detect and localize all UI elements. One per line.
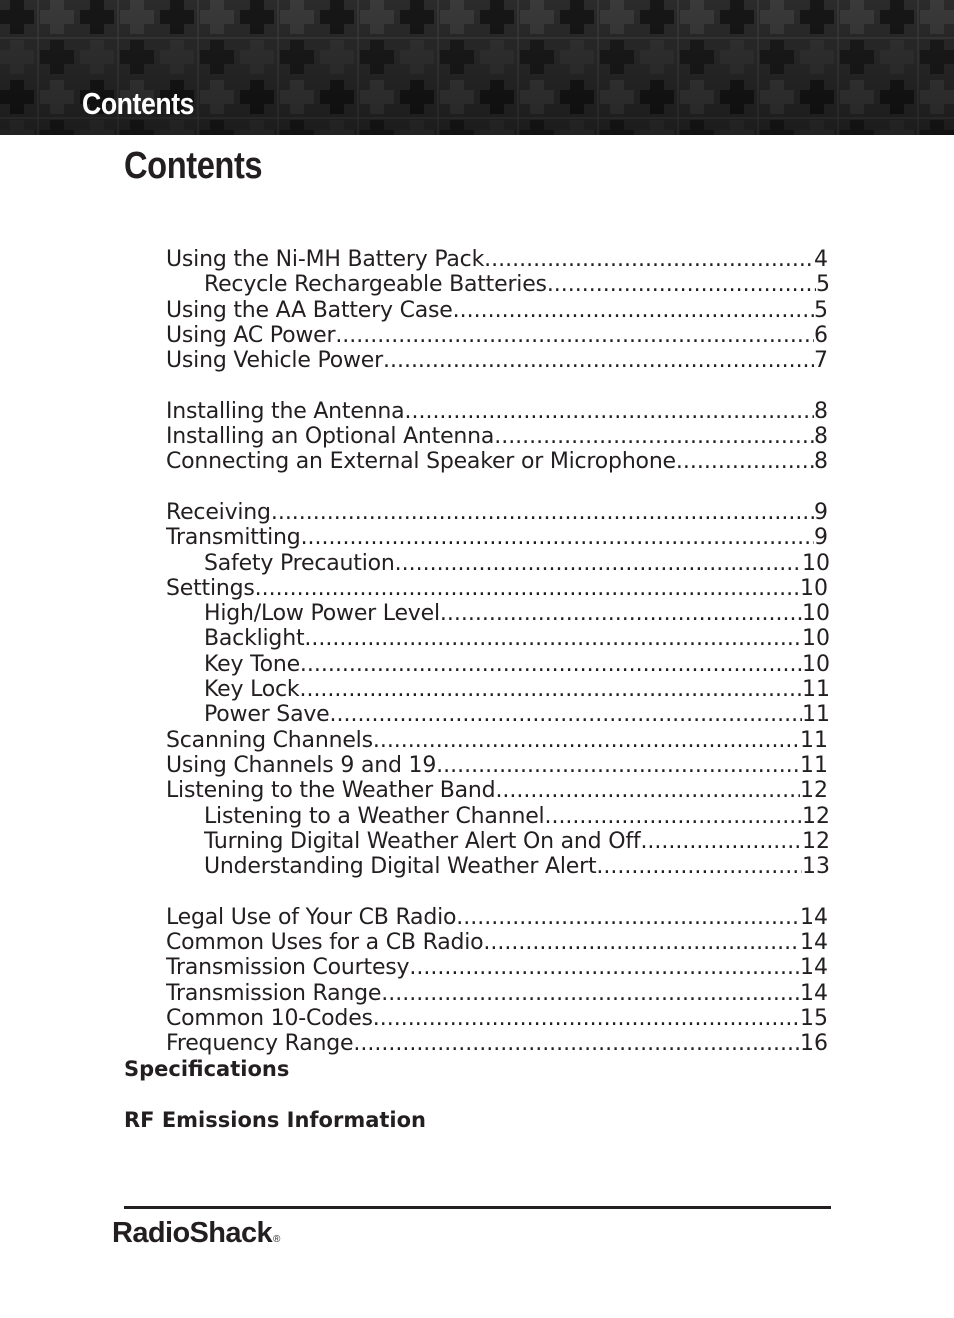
toc-entry-label: Understanding Digital Weather Alert [204,854,597,879]
toc-entry[interactable] [166,955,828,981]
toc-entry[interactable] [166,753,828,779]
toc-entry-label: Receiving [166,500,271,525]
toc-dot-leader [494,424,814,450]
toc-dot-leader [676,449,814,475]
toc-entry[interactable] [204,854,830,880]
toc-entry[interactable] [166,1006,828,1032]
toc-page-number: 11 [800,728,828,753]
toc-dot-leader [381,981,800,1007]
toc-dot-leader [304,626,802,652]
toc-entry-label: Transmission Range [166,981,382,1006]
toc-entry[interactable] [204,272,830,298]
toc-dot-leader [335,323,814,349]
toc-entry-label: Scanning Channels [166,728,373,753]
toc-dot-leader [495,778,800,804]
toc-entry-label: Connecting an External Speaker or Microphone [166,449,676,474]
section-rf-emissions[interactable]: RF Emissions Information [124,1108,426,1132]
toc-page-number: 10 [802,626,830,651]
toc-dot-leader [255,576,800,602]
toc-page-number: 4 [814,247,828,272]
toc-entry-label: Frequency Range [166,1031,354,1056]
toc-entry[interactable] [166,323,828,349]
toc-dot-leader [301,525,814,551]
toc-page-number: 8 [814,399,828,424]
toc-dot-leader [456,905,800,931]
toc-entry[interactable] [204,652,830,678]
toc-page-number: 14 [800,955,828,980]
toc-dot-leader [596,854,802,880]
toc-page-number: 12 [802,829,830,854]
toc-page-number: 11 [802,702,830,727]
toc-page-number: 5 [816,272,830,297]
toc-entry[interactable] [204,626,830,652]
toc-dot-leader [640,829,802,855]
toc-dot-leader [373,1006,800,1032]
toc-dot-leader [299,677,802,703]
toc-entry-label: Transmitting [166,525,301,550]
toc-page-number: 7 [814,348,828,373]
toc-entry-label: Using the AA Battery Case [166,298,453,323]
toc-page-number: 10 [800,576,828,601]
toc-entry-label: Listening to a Weather Channel [204,804,545,829]
toc-page-number: 14 [800,981,828,1006]
toc-page-number: 9 [814,525,828,550]
toc-dot-leader [453,298,814,324]
toc-page-number: 15 [800,1006,828,1031]
toc-dot-leader [353,1031,800,1057]
toc-entry[interactable] [204,677,830,703]
toc-dot-leader [436,753,800,779]
toc-entry-label: Common Uses for a CB Radio [166,930,484,955]
toc-entry[interactable] [204,601,830,627]
toc-entry[interactable] [166,905,828,931]
toc-entry[interactable] [204,829,830,855]
toc-dot-leader [330,702,802,728]
toc-dot-leader [395,551,802,577]
toc-dot-leader [383,348,814,374]
toc-dot-leader [300,652,802,678]
toc-entry[interactable] [166,399,828,425]
toc-entry-label: Backlight [204,626,305,651]
toc-page-number: 6 [814,323,828,348]
toc-entry-label: Key Lock [204,677,300,702]
toc-page-number: 10 [802,551,830,576]
toc-entry-label: Installing an Optional Antenna [166,424,495,449]
toc-entry[interactable] [166,525,828,551]
toc-page-number: 16 [800,1031,828,1056]
toc-entry-label: Safety Precaution [204,551,395,576]
toc-entry-label: Using Channels 9 and 19 [166,753,437,778]
toc-entry[interactable] [204,702,830,728]
page-title: Contents [124,145,263,187]
toc-dot-leader [483,930,800,956]
section-specifications[interactable]: Specifications [124,1057,290,1081]
toc-entry[interactable] [166,424,828,450]
toc-entry[interactable] [166,348,828,374]
toc-page-number: 11 [800,753,828,778]
toc-entry-label: Listening to the Weather Band [166,778,496,803]
toc-dot-leader [404,399,814,425]
toc-entry[interactable] [166,930,828,956]
toc-entry-label: Key Tone [204,652,300,677]
toc-page-number: 10 [802,652,830,677]
toc-page-number: 14 [800,930,828,955]
header-banner [0,0,954,135]
toc-entry-label: Installing the Antenna [166,399,405,424]
toc-dot-leader [373,728,800,754]
toc-page-number: 8 [814,449,828,474]
toc-entry-label: Using AC Power [166,323,336,348]
toc-entry-label: Power Save [204,702,330,727]
toc-dot-leader [409,955,800,981]
toc-page-number: 8 [814,424,828,449]
toc-entry[interactable] [166,500,828,526]
toc-entry-label: High/Low Power Level [204,601,440,626]
toc-entry[interactable] [166,1031,828,1057]
toc-page-number: 9 [814,500,828,525]
toc-entry[interactable] [166,778,828,804]
toc-entry-label: Turning Digital Weather Alert On and Off [204,829,641,854]
toc-entry[interactable] [166,247,828,273]
toc-page-number: 12 [802,804,830,829]
toc-page-number: 14 [800,905,828,930]
toc-entry[interactable] [166,576,828,602]
toc-entry-label: Common 10-Codes [166,1006,373,1031]
toc-entry[interactable] [166,298,828,324]
toc-dot-leader [271,500,814,526]
toc-page-number: 13 [802,854,830,879]
toc-page-number: 5 [814,298,828,323]
toc-page-number: 12 [800,778,828,803]
toc-entry-label: Legal Use of Your CB Radio [166,905,457,930]
toc-entry-label: Settings [166,576,255,601]
toc-dot-leader [544,804,802,830]
toc-dot-leader [440,601,802,627]
toc-entry[interactable] [204,551,830,577]
toc-page-number: 10 [802,601,830,626]
toc-entry[interactable] [166,981,828,1007]
banner-title: Contents [82,86,195,121]
toc-entry-label: Recycle Rechargeable Batteries [204,272,547,297]
toc-entry[interactable] [166,728,828,754]
toc-entry-label: Using Vehicle Power [166,348,383,373]
toc-entry-label: Transmission Courtesy [166,955,410,980]
toc-dot-leader [547,272,816,298]
toc-dot-leader [484,247,814,273]
radioshack-logo: RadioShack® [112,1217,280,1249]
toc-entry[interactable] [166,449,828,475]
toc-entry[interactable] [204,804,830,830]
toc-entry-label: Using the Ni-MH Battery Pack [166,247,485,272]
footer-rule [124,1206,831,1209]
toc-page-number: 11 [802,677,830,702]
